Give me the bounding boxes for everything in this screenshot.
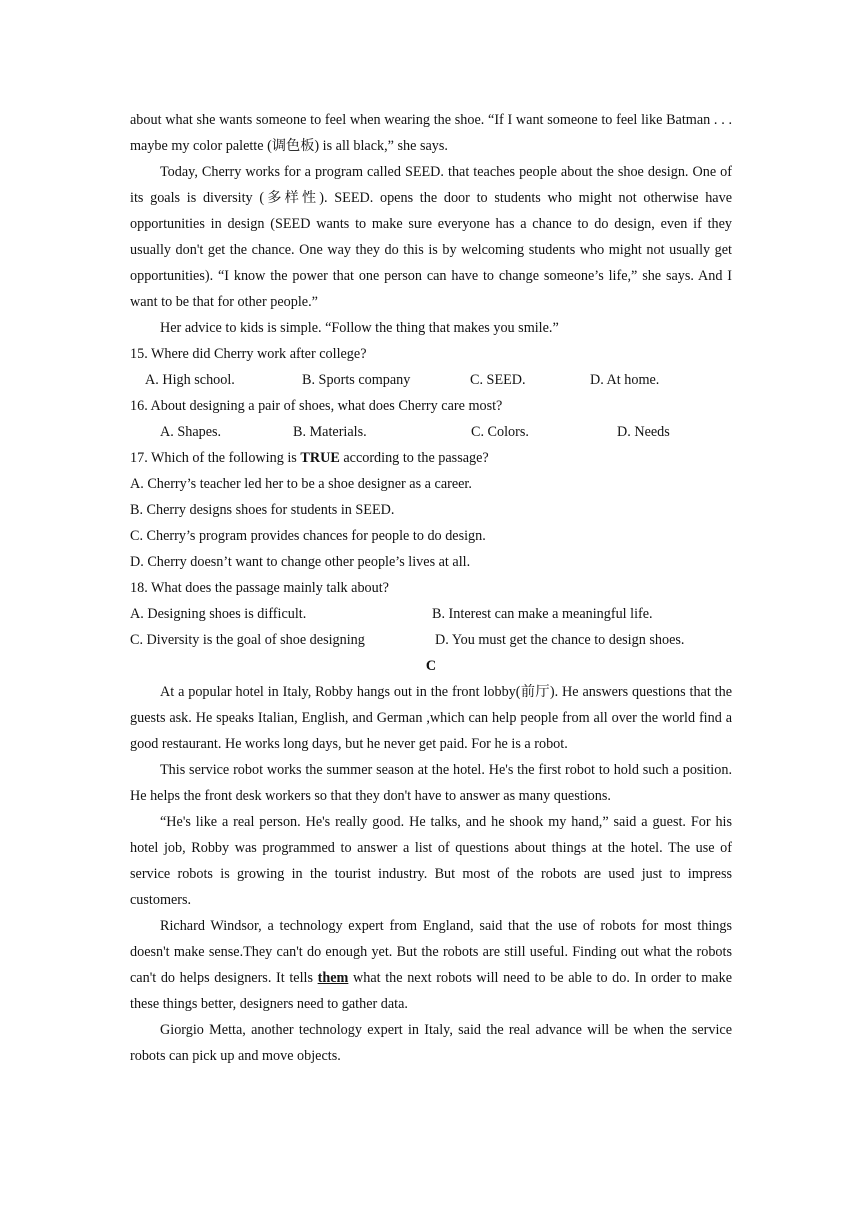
- question-16-stem: 16. About designing a pair of shoes, what does Cherry care most?: [130, 398, 503, 414]
- q18-option-a[interactable]: A. Designing shoes is difficult.: [130, 606, 307, 622]
- passage-c-paragraph-2: This service robot works the summer season at the hotel. He's the first robot to hold such a position. He helps the front desk workers so that they don't have to answer as many questions.: [130, 762, 732, 804]
- q17-option-d[interactable]: D. Cherry doesn’t want to change other people’s lives at all.: [130, 554, 471, 570]
- passage-c-p4-post: what the next robots will need to be able to do. In order to make these things better, designers need to gather data.: [130, 970, 732, 1012]
- q17-option-a[interactable]: A. Cherry’s teacher led her to be a shoe designer as a career.: [130, 476, 472, 492]
- document-page: [130, 107, 732, 1069]
- question-18: [130, 575, 732, 653]
- question-15-options: [130, 367, 732, 393]
- q18-option-b[interactable]: B. Interest can make a meaningful life.: [432, 606, 653, 622]
- question-16: [130, 393, 732, 445]
- q17-stem-pre: 17. Which of the following is: [130, 450, 301, 466]
- q16-option-b[interactable]: B. Materials.: [293, 424, 367, 440]
- passage-c-paragraph-5: Giorgio Metta, another technology expert in Italy, said the real advance will be when the service robots can pick up and move objects.: [130, 1022, 732, 1064]
- passage-b-paragraph-1: about what she wants someone to feel when wearing the shoe. “If I want someone to feel like Batman . . . maybe my color palette (调色板) is all black,” she says.: [130, 112, 732, 154]
- question-17: [130, 445, 732, 575]
- question-18-options-row-2: [130, 627, 732, 653]
- q15-option-b[interactable]: B. Sports company: [302, 372, 411, 388]
- q15-option-a[interactable]: A. High school.: [145, 372, 235, 388]
- question-15: [130, 341, 732, 393]
- question-18-options-row-1: [130, 601, 732, 627]
- passage-c-heading: C: [425, 658, 437, 674]
- q17-option-b[interactable]: B. Cherry designs shoes for students in SEED.: [130, 502, 395, 518]
- q15-option-c[interactable]: C. SEED.: [470, 372, 526, 388]
- passage-b-paragraph-2: Today, Cherry works for a program called SEED. that teaches people about the shoe design. One of its goals is diversity (多样性). SEED. opens the door to students who might not otherwise have opportunities in design (SEED wants to make sure everyone has a chance to do design, even if they usually don't get the chance. One way they do this is by welcoming students who might not usually get opportunities). “I know the power that one person can have to change someone’s life,” she says. And I want to be that for other people.”: [130, 164, 732, 310]
- question-16-options: [130, 419, 732, 445]
- q18-option-d[interactable]: D. You must get the chance to design shoes.: [435, 632, 685, 648]
- q15-option-d[interactable]: D. At home.: [590, 372, 660, 388]
- q16-option-d[interactable]: D. Needs: [617, 424, 670, 440]
- q17-stem-emphasis: TRUE: [300, 450, 340, 466]
- q16-option-a[interactable]: A. Shapes.: [160, 424, 222, 440]
- q17-stem-post: according to the passage?: [339, 450, 489, 466]
- passage-c-paragraph-1: At a popular hotel in Italy, Robby hangs out in the front lobby(前厅). He answers questions that the guests ask. He speaks Italian, English, and German ,which can help people from all over the world find a good restaurant. He works long days, but he never get paid. For he is a robot.: [130, 684, 732, 752]
- passage-b-paragraph-3: Her advice to kids is simple. “Follow the thing that makes you smile.”: [160, 320, 559, 336]
- q17-option-c[interactable]: C. Cherry’s program provides chances for people to do design.: [130, 528, 486, 544]
- passage-c-p4-underlined-word: them: [317, 970, 349, 986]
- question-18-stem: 18. What does the passage mainly talk about?: [130, 580, 389, 596]
- passage-c-p4-pre: Richard Windsor, a technology expert from England, said that the use of robots for most things doesn't make sense.They can't do enough yet. But the robots are still useful. Finding out what the robots can't do helps designers. It tells: [130, 918, 732, 986]
- q18-option-c[interactable]: C. Diversity is the goal of shoe designing: [130, 632, 365, 648]
- q16-option-c[interactable]: C. Colors.: [471, 424, 529, 440]
- passage-c-paragraph-4: [130, 913, 732, 1017]
- question-15-stem: 15. Where did Cherry work after college?: [130, 346, 367, 362]
- passage-c-paragraph-3: “He's like a real person. He's really good. He talks, and he shook my hand,” said a guest. For his hotel job, Robby was programmed to answer a list of questions about things at the hotel. The use of service robots is growing in the tourist industry. But most of the robots are used just to impress customers.: [130, 814, 732, 908]
- question-17-stem: [130, 445, 732, 471]
